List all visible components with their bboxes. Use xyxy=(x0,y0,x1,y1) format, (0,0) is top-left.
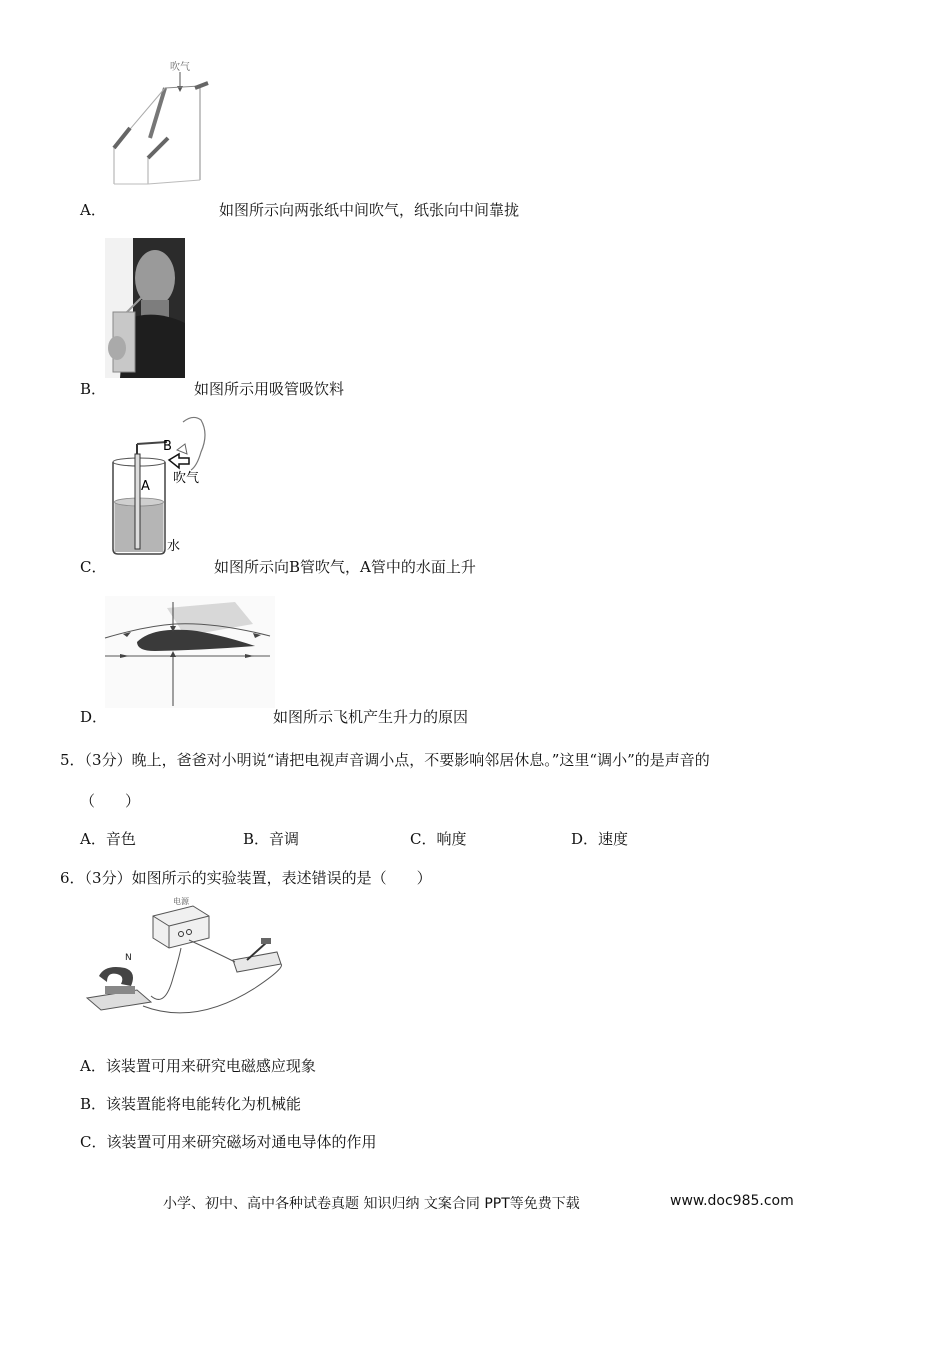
q5-option-b-letter: B． xyxy=(243,830,270,848)
q5-option-b xyxy=(243,828,299,849)
footer-promo-text: 小学、初中、高中各种试卷真题 知识归纳 文案合同 PPT等免费下载 xyxy=(163,1196,580,1212)
q5-option-d xyxy=(571,828,628,849)
q4-option-d-letter: D． xyxy=(80,708,108,726)
figure-beaker-tubes xyxy=(105,414,215,559)
q5-option-a xyxy=(80,828,136,849)
q6-option-b xyxy=(80,1093,301,1114)
q4-option-b-text: 如图所示用吸管吸饮料 xyxy=(194,380,345,398)
q5-option-d-letter: D． xyxy=(571,830,599,848)
q6-option-c-letter: C． xyxy=(80,1133,107,1151)
q5-option-c-letter: C． xyxy=(410,830,437,848)
figure-q6-source-label: 电源 xyxy=(173,897,189,906)
q6-option-b-text: 该装置能将电能转化为机械能 xyxy=(106,1095,302,1113)
q5-option-d-text: 速度 xyxy=(598,830,629,848)
q6-option-a-text: 该装置可用来研究电磁感应现象 xyxy=(105,1057,316,1075)
figure-c-label-blow: 吹气 xyxy=(173,471,200,486)
q4-option-d-text: 如图所示飞机产生升力的原因 xyxy=(273,708,469,726)
figure-motor-apparatus xyxy=(85,898,290,1020)
q5-option-c xyxy=(410,828,467,849)
q6-stem: 如图所示的实验装置，表述错误的是（ ） xyxy=(131,869,432,887)
figure-a-blow-label: 吹气 xyxy=(170,62,190,73)
q4-option-c-letter: C． xyxy=(80,558,107,576)
q5-option-a-letter: A． xyxy=(80,830,106,848)
q5-answer-bracket: （ ） xyxy=(80,792,141,810)
figure-q6-n-label: N xyxy=(125,953,132,963)
q4-option-a-letter: A． xyxy=(80,201,106,219)
figure-boy-straw-photo xyxy=(105,238,185,378)
figure-c-label-b: B xyxy=(163,439,172,454)
figure-c-label-water: 水 xyxy=(167,539,181,554)
q4-option-b-letter: B． xyxy=(80,380,107,398)
figure-c-label-a: A xyxy=(141,479,150,494)
q6-option-a-letter: A． xyxy=(80,1057,106,1075)
q6-option-b-letter: B． xyxy=(80,1095,107,1113)
q5-option-c-text: 响度 xyxy=(436,830,467,848)
q5-number: 5． xyxy=(60,751,85,769)
q5-stem: 晚上，爸爸对小明说“请把电视声音调小点，不要影响邻居休息。”这里“调小”的是声音的 xyxy=(131,751,710,769)
figure-two-papers xyxy=(100,58,220,188)
q4-option-a-text: 如图所示向两张纸中间吹气，纸张向中间靠拢 xyxy=(219,201,520,219)
q6-score: （3分） xyxy=(84,869,132,887)
q6-option-c-text: 该装置可用来研究磁场对通电导体的作用 xyxy=(106,1133,377,1151)
q5-score: （3分） xyxy=(84,751,132,769)
q6-stem-line xyxy=(60,867,432,888)
q6-option-c xyxy=(80,1131,377,1152)
q4-option-c-text: 如图所示向B管吹气，A管中的水面上升 xyxy=(214,558,476,576)
q5-option-a-text: 音色 xyxy=(105,830,136,848)
footer-website-link[interactable]: www.doc985.com xyxy=(670,1193,794,1209)
q5-stem-line xyxy=(60,749,710,770)
q6-number: 6． xyxy=(60,869,85,887)
figure-airfoil-lift xyxy=(105,596,275,708)
q6-option-a xyxy=(80,1055,316,1076)
q5-option-b-text: 音调 xyxy=(269,830,300,848)
